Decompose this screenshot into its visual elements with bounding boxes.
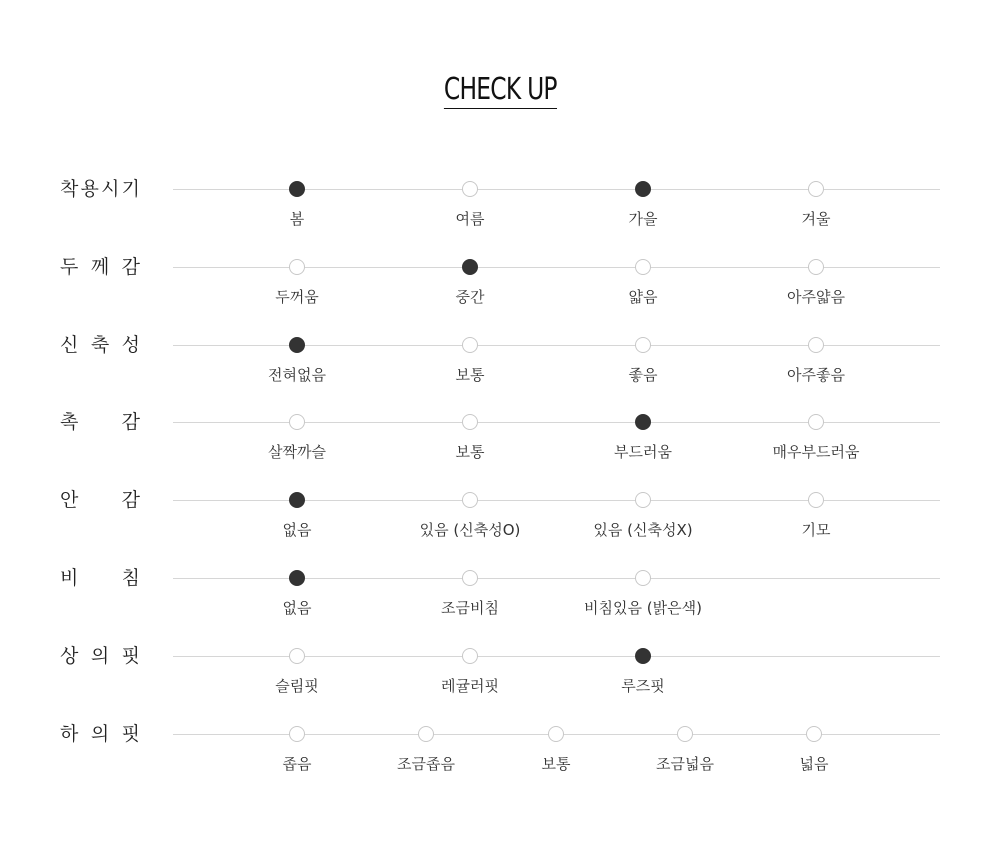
radio-filled-icon[interactable] xyxy=(635,414,651,430)
option-label: 레귤러핏 xyxy=(441,676,499,695)
row-label-char: 감 xyxy=(121,411,140,434)
row-label-char: 성 xyxy=(121,333,140,356)
section-title-wrap xyxy=(0,72,1000,109)
radio-empty-icon[interactable] xyxy=(808,337,824,353)
row-label xyxy=(60,723,140,745)
option-label: 살짝까슬 xyxy=(268,443,326,462)
option-label: 얇음 xyxy=(628,287,658,306)
radio-filled-icon[interactable] xyxy=(635,181,651,197)
radio-empty-icon[interactable] xyxy=(289,648,305,664)
row-label-char: 핏 xyxy=(121,644,140,667)
radio-filled-icon[interactable] xyxy=(462,259,478,275)
option-label: 조금좁음 xyxy=(397,754,455,773)
row-label-char: 감 xyxy=(121,255,140,278)
rating-row xyxy=(0,333,1000,405)
row-label-char: 핏 xyxy=(121,722,140,745)
row-label xyxy=(60,489,140,511)
row-label-char: 의 xyxy=(90,644,110,667)
row-label xyxy=(60,334,140,356)
option-label: 조금비침 xyxy=(441,599,499,617)
radio-filled-icon[interactable] xyxy=(635,648,651,664)
row-label-char: 안 xyxy=(60,489,79,512)
row-label-char: 감 xyxy=(121,489,140,512)
radio-empty-icon[interactable] xyxy=(418,726,434,742)
option-label: 아주좋음 xyxy=(787,365,845,384)
rating-row xyxy=(0,178,1000,249)
option-label: 조금넓음 xyxy=(656,754,714,773)
option-label: 보통 xyxy=(541,754,571,773)
rating-row xyxy=(0,411,1000,482)
radio-empty-icon[interactable] xyxy=(806,726,822,742)
row-label-char: 상 xyxy=(60,644,79,667)
option-label: 넓음 xyxy=(799,754,829,773)
rating-row xyxy=(0,644,1000,716)
radio-empty-icon[interactable] xyxy=(677,726,693,742)
row-label-char: 침 xyxy=(121,567,140,589)
rating-row xyxy=(0,489,1000,560)
radio-filled-icon[interactable] xyxy=(289,570,305,586)
option-label: 여름 xyxy=(455,210,485,228)
radio-empty-icon[interactable] xyxy=(462,337,478,353)
option-label: 보통 xyxy=(455,365,485,384)
radio-filled-icon[interactable] xyxy=(289,492,305,508)
radio-empty-icon[interactable] xyxy=(808,181,824,197)
option-label: 좁음 xyxy=(282,754,312,773)
option-label: 좋음 xyxy=(628,365,658,384)
row-label xyxy=(60,645,140,667)
radio-empty-icon[interactable] xyxy=(635,259,651,275)
row-label-char: 축 xyxy=(90,333,110,356)
option-label: 루즈핏 xyxy=(621,676,665,695)
radio-empty-icon[interactable] xyxy=(808,259,824,275)
row-label-char: 신 xyxy=(60,333,79,356)
rating-row xyxy=(0,722,1000,794)
option-label: 있음 (신축성O) xyxy=(419,521,521,540)
row-label-char: 용 xyxy=(80,178,99,200)
option-label: 두꺼움 xyxy=(275,287,319,306)
option-label: 기모 xyxy=(801,521,831,540)
radio-empty-icon[interactable] xyxy=(548,726,564,742)
option-label: 가을 xyxy=(628,210,658,228)
section-title: CHECK UP xyxy=(443,72,557,107)
option-label: 중간 xyxy=(455,287,485,306)
radio-empty-icon[interactable] xyxy=(289,414,305,430)
row-label-char: 기 xyxy=(121,178,140,200)
option-label: 없음 xyxy=(282,521,312,540)
row-label xyxy=(60,256,140,278)
radio-empty-icon[interactable] xyxy=(635,492,651,508)
row-label-char: 착 xyxy=(60,178,79,200)
row-label-char: 시 xyxy=(101,178,120,200)
option-label: 아주얇음 xyxy=(787,287,845,306)
option-label: 봄 xyxy=(289,210,305,228)
option-label: 보통 xyxy=(455,443,485,462)
option-label: 비침있음 (밝은색) xyxy=(584,599,702,617)
row-label xyxy=(60,411,140,433)
radio-empty-icon[interactable] xyxy=(462,648,478,664)
row-label-char: 두 xyxy=(60,255,79,278)
rating-row xyxy=(0,255,1000,327)
option-label: 슬림핏 xyxy=(275,676,319,695)
row-label-char: 촉 xyxy=(60,411,79,434)
option-label: 없음 xyxy=(282,599,312,617)
radio-empty-icon[interactable] xyxy=(289,259,305,275)
radio-empty-icon[interactable] xyxy=(635,570,651,586)
radio-empty-icon[interactable] xyxy=(462,414,478,430)
row-label xyxy=(60,567,140,589)
option-label: 겨울 xyxy=(801,210,831,228)
radio-empty-icon[interactable] xyxy=(289,726,305,742)
option-label: 있음 (신축성X) xyxy=(593,521,693,540)
radio-empty-icon[interactable] xyxy=(635,337,651,353)
radio-empty-icon[interactable] xyxy=(808,414,824,430)
option-label: 부드러움 xyxy=(614,443,672,462)
row-label-char: 께 xyxy=(90,255,110,278)
row-label-char: 의 xyxy=(90,722,110,745)
radio-empty-icon[interactable] xyxy=(808,492,824,508)
row-label xyxy=(60,178,140,200)
radio-filled-icon[interactable] xyxy=(289,337,305,353)
option-label: 매우부드러움 xyxy=(772,443,860,462)
row-label-char: 비 xyxy=(60,567,79,589)
row-label-char: 하 xyxy=(60,722,79,745)
radio-empty-icon[interactable] xyxy=(462,181,478,197)
radio-empty-icon[interactable] xyxy=(462,570,478,586)
radio-empty-icon[interactable] xyxy=(462,492,478,508)
rating-row xyxy=(0,567,1000,638)
radio-filled-icon[interactable] xyxy=(289,181,305,197)
option-label: 전혀없음 xyxy=(268,365,326,384)
